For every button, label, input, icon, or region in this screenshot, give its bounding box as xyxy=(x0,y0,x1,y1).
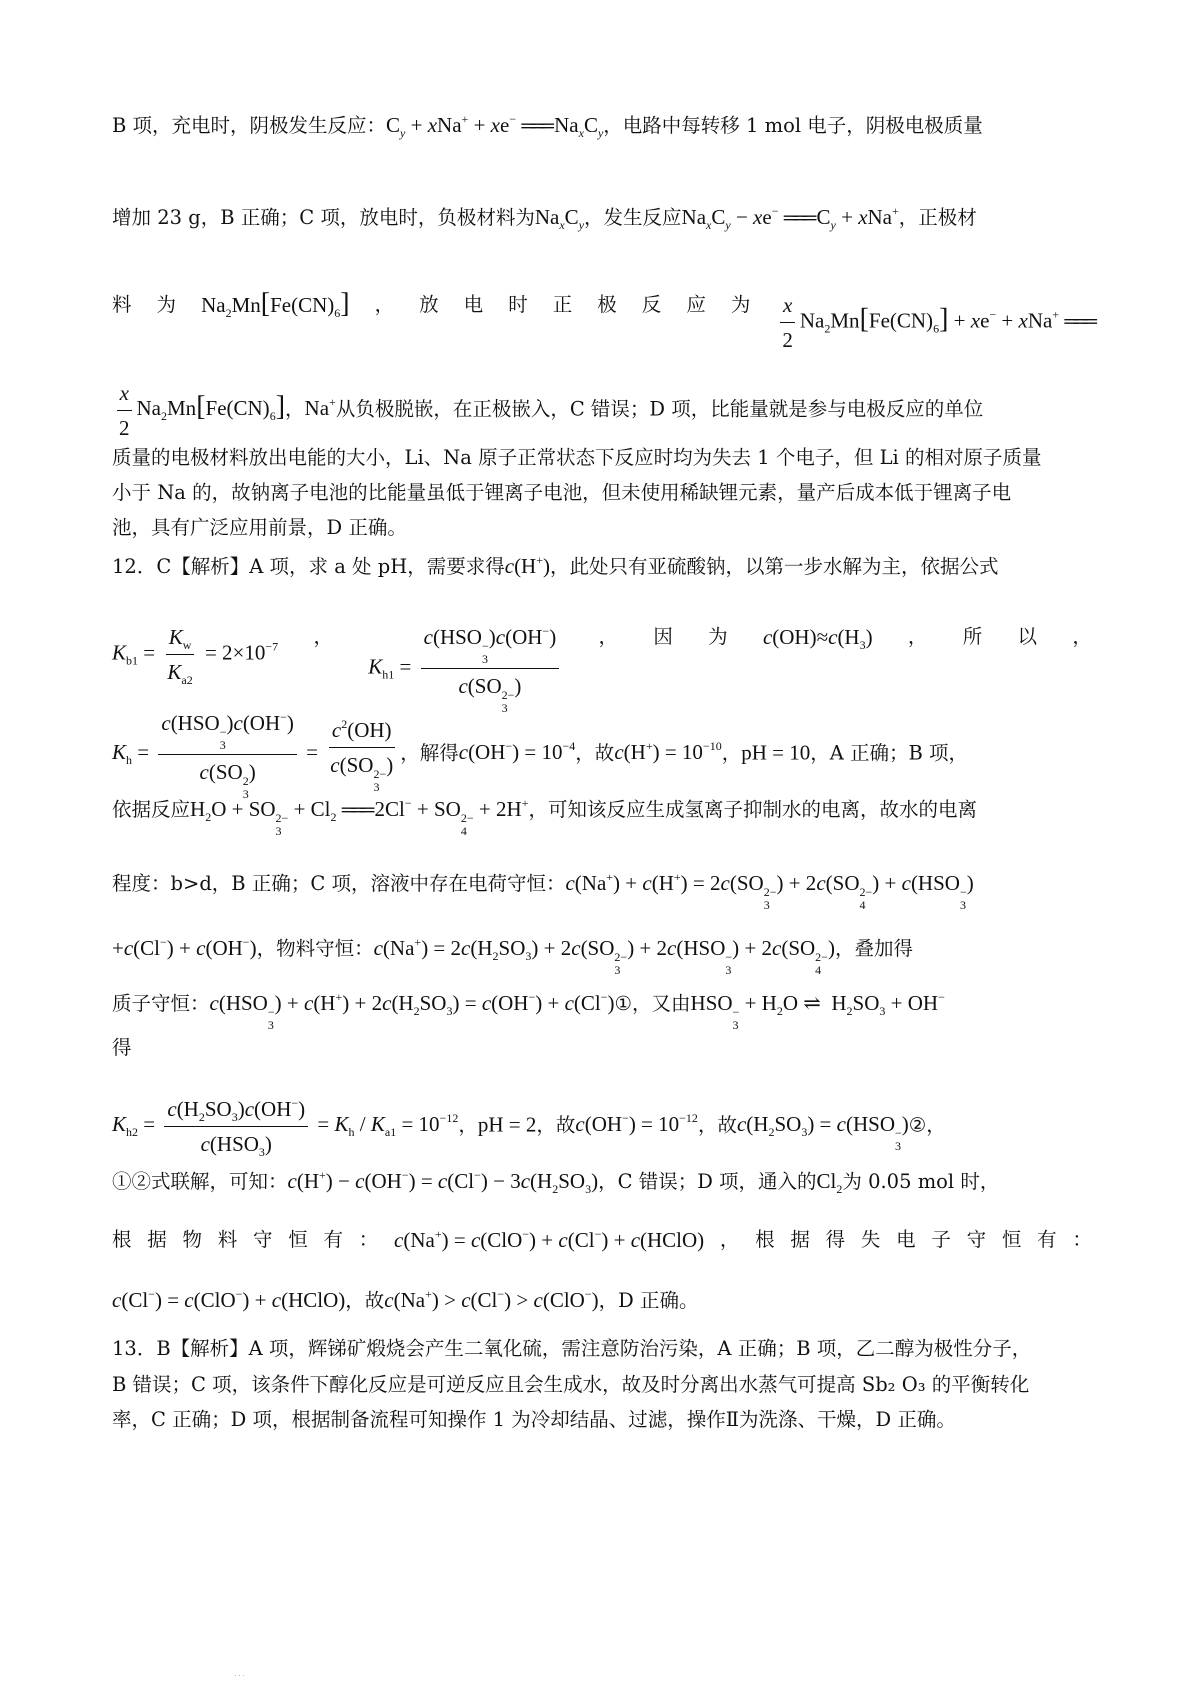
anode-material-formula: $Na_xC_y$ xyxy=(534,205,585,232)
text-segment: 极 xyxy=(597,293,617,316)
bisulfite-hydrolysis-equation: HSO − 3 + $H_2O$ ⇌ $H_2SO_3 + OH^-$ xyxy=(690,990,945,1032)
ph-result: pH = 10 xyxy=(741,740,811,765)
text-segment: 有 xyxy=(1037,1228,1057,1251)
q12-line-6 xyxy=(112,933,1092,977)
text-segment: 增加 23 g，B 正确；C 项，放电时，负极材料为 xyxy=(112,206,535,229)
q12-line-11 xyxy=(112,1225,1092,1255)
combined-result: $c(H^+) - c(OH^-) = c(Cl^-) - 3c(H_2SO_3)$ xyxy=(287,1168,599,1196)
text-segment: 为 xyxy=(156,293,177,316)
text-segment: 守 xyxy=(966,1228,987,1251)
sodium-ion-formula: Na+ xyxy=(304,395,336,421)
q12-line-3 xyxy=(112,708,1092,801)
text-segment: 以 xyxy=(1017,625,1038,648)
b-item-line-6: 小于 Na 的，故钠离子电池的比能量虽低于锂离子电池，但未使用稀缺锂元素，量产后成本低于锂离子电 xyxy=(112,481,1012,504)
concentration-order: c(Na+) > c(Cl−) > c(ClO−) xyxy=(384,1287,599,1312)
text-segment: 依据反应 xyxy=(112,798,191,821)
b-item-line-4 xyxy=(112,378,1092,443)
text-segment: ， xyxy=(907,625,928,648)
cathode-charge-equation: $C_y + xNa^+ + xe^-$ ═══ $Na_xC_y$ xyxy=(386,112,604,140)
text-segment: ，物料守恒： xyxy=(256,937,374,960)
text-segment: 应 xyxy=(686,293,706,316)
hydroxide-result: $c(OH^-) = 10^{-4}$ xyxy=(458,739,576,765)
text-segment: ， xyxy=(719,1228,740,1251)
text-segment: 有 xyxy=(323,1228,344,1251)
text-segment: 据 xyxy=(790,1228,810,1251)
b-item-line-5: 质量的电极材料放出电能的大小，Li、Na 原子正常状态下反应时均为失去 1 个电子，但 Li 的相对原子质量 xyxy=(112,446,1042,469)
text-segment: 电 xyxy=(463,293,484,316)
chlorine-sulfite-equation: $H_2O$ + SO 2− 3 + $Cl_2$ ═══ 2Cl− + SO 2− 4 + 2H+ xyxy=(190,796,529,838)
text-segment: 料 xyxy=(112,293,132,316)
text-segment: 为 0.05 mol 时， xyxy=(842,1170,1000,1193)
hydrogen-ion-conc: c(H+) xyxy=(504,553,551,578)
text-segment: ，发生反应 xyxy=(584,206,682,229)
anode-discharge-equation: $Na_xC_y - xe^-$ ═══ $C_y + xNa^+$ xyxy=(681,204,899,232)
text-segment: 放 xyxy=(419,293,439,316)
text-segment: 时 xyxy=(508,293,528,316)
text-segment: ①②式联解，可知： xyxy=(112,1170,288,1193)
text-segment: 所 xyxy=(962,625,983,648)
charge-conservation-left: c(Na+) + c(H+) = 2c(SO 2− 3 ) + 2c(SO 2− 4 ) + c(HSO − 3 ) xyxy=(565,870,974,912)
text-segment: ，正极材 xyxy=(898,206,977,229)
kh-formula: $K_h$ = c(HSO − 3 )c(OH−) c(SO 2 3 ) = $c^2(OH)$ c(SO 2− 3 ) xyxy=(112,710,394,801)
text-segment: 根 xyxy=(755,1228,775,1251)
text-segment: ①，又由 xyxy=(614,992,691,1015)
text-segment: ，解得 xyxy=(400,741,459,765)
text-segment: ，故 xyxy=(697,1113,737,1137)
q12-line-7 xyxy=(112,988,1092,1032)
ph-two: pH = 2 xyxy=(477,1112,537,1137)
text-segment: 从负极脱嵌，在正极嵌入，C 错误；D 项，比能量就是参与电极反应的单位 xyxy=(335,397,984,421)
footer-mark xyxy=(235,1661,249,1663)
text-segment: ， xyxy=(598,625,619,648)
chlorine-formula: $Cl_2$ xyxy=(816,1169,843,1196)
q13-line-3: 率，C 正确；D 项，根据制备流程可知操作 1 为冷却结晶、过滤，操作Ⅱ为洗涤、干燥，D 正确。 xyxy=(112,1408,956,1431)
text-segment: 料 xyxy=(217,1228,238,1251)
text-segment: 子 xyxy=(931,1228,951,1251)
mass-conservation: $c(Na^+) = 2c(H_2SO_3) + 2c(SO$ 2− 3 ) + 2c(HSO − 3 ) + 2c(SO 2− 4 ) xyxy=(373,935,835,977)
text-segment: 反 xyxy=(641,293,662,316)
kh2-formula: $K_{h2}$ = $\frac{c(H_2SO_3)c(OH^-)}{c(HSO_3)}$ = $K_h / K_{a1} = 10^{-12}$ xyxy=(112,1096,459,1159)
text-segment: ，此处只有亚硫酸钠，以第一步水解为主，依据公式 xyxy=(550,555,999,578)
text-segment: ，故 xyxy=(575,741,615,765)
q12-line-8: 得 xyxy=(112,1036,132,1059)
text-segment: ②， xyxy=(908,1113,946,1137)
charge-conservation-right: +c(Cl−) + c(OH−) xyxy=(112,935,257,960)
text-segment: 12．C【解析】A 项，求 a 处 pH，需要求得 xyxy=(112,555,505,578)
text-segment: 因 xyxy=(653,625,673,648)
text-segment: 据 xyxy=(147,1228,167,1251)
cathode-discharge-equation-left: $\frac{x}{2}$ $Na_2Mn[Fe(CN)_6] + xe^- + xNa^+$ ═══ xyxy=(775,290,1092,355)
b-item-line-1 xyxy=(112,110,1092,141)
text-segment: ， xyxy=(721,741,742,765)
text-segment: 物 xyxy=(182,1228,203,1251)
text-segment: ，A 正确；B 项， xyxy=(810,741,969,765)
text-segment: 恒 xyxy=(1001,1228,1022,1251)
q12-line-4 xyxy=(112,794,1092,838)
b-item-line-3 xyxy=(112,290,1092,355)
text-segment: ， xyxy=(1072,625,1092,648)
sulfurous-equals-bisulfite: $c(H_2SO_3) = c(HSO$ − 3 ) xyxy=(736,1112,909,1154)
q12-line-1 xyxy=(112,551,1092,582)
electron-balance: c(Cl−) = c(ClO−) + c(HClO) xyxy=(112,1287,346,1312)
q12-line-12 xyxy=(112,1285,1092,1316)
text-segment: ， xyxy=(285,397,305,421)
text-segment: 为 xyxy=(730,293,751,316)
text-segment: ， xyxy=(313,625,333,648)
text-segment: 为 xyxy=(708,625,728,648)
q12-line-9 xyxy=(112,1094,1092,1159)
hydroxide-small: $c(OH^-) = 10^{-12}$ xyxy=(575,1111,698,1137)
text-segment: ： xyxy=(358,1228,379,1251)
sodium-mass-balance: c(Na+) = c(ClO−) + c(Cl−) + c(HClO) xyxy=(394,1227,705,1252)
q13-line-1: 13．B【解析】A 项，辉锑矿煅烧会产生二氧化硫，需注意防治污染，A 正确；B 项，乙二醇为极性分子， xyxy=(112,1337,1032,1360)
text-segment: ，可知该反应生成氢离子抑制水的电离，故水的电离 xyxy=(528,798,977,821)
q12-line-5 xyxy=(112,868,1092,912)
text-segment: ，故 xyxy=(345,1289,385,1312)
b-item-line-7: 池，具有广泛应用前景，D 正确。 xyxy=(112,516,407,539)
approximation-formula: $c(OH)\approx c(H_3)$ xyxy=(762,625,873,652)
text-segment: 质子守恒： xyxy=(112,992,210,1015)
text-segment: 失 xyxy=(860,1228,881,1251)
text-segment: B 项，充电时，阴极发生反应： xyxy=(112,114,387,137)
cathode-material-formula: $Na_2Mn[Fe(CN)_6]$ xyxy=(201,288,350,320)
text-segment: 电 xyxy=(896,1228,916,1251)
text-segment: ， xyxy=(374,293,395,316)
kb1-formula: $K_{b1}$ = $\frac{K_w}{K_{a2}}$ = $2\times 10^{-7}$ xyxy=(112,622,278,715)
b-item-line-2 xyxy=(112,202,1092,233)
cathode-discharge-equation-right: $\frac{x}{2}$ $Na_2Mn[Fe(CN)_6]$ xyxy=(112,396,285,420)
text-segment: ： xyxy=(1072,1228,1092,1251)
text-segment: ，电路中每转移 1 mol 电子，阴极电极质量 xyxy=(603,114,983,137)
text-segment: ， xyxy=(458,1113,478,1137)
proton-conservation: c(HSO − 3 ) + $c(H^+) + 2c(H_2SO_3) = c(OH^-) + c(Cl^-)$ xyxy=(209,990,615,1032)
text-segment: ，C 错误；D 项，通入的 xyxy=(598,1170,817,1193)
text-segment: ，故 xyxy=(536,1113,576,1137)
kh1-formula: $K_{h1}$ = c(HSO − 3 )c(OH−) c(SO 2− 3 ) xyxy=(368,622,563,715)
text-segment: ，D 正确。 xyxy=(598,1289,699,1312)
text-segment: 守 xyxy=(253,1228,273,1251)
q12-line-10 xyxy=(112,1166,1092,1197)
text-segment: ，叠加得 xyxy=(834,937,913,960)
q13-line-2: B 错误；C 项，该条件下醇化反应是可逆反应且会生成水，故及时分离出水蒸气可提高 Sb₂ O₃ 的平衡转化 xyxy=(112,1373,1030,1396)
text-segment: 恒 xyxy=(288,1228,308,1251)
q12-line-2 xyxy=(112,622,1092,715)
text-segment: 正 xyxy=(552,293,573,316)
text-segment: 得 xyxy=(825,1228,846,1251)
text-segment: 程度：b>d，B 正确；C 项，溶液中存在电荷守恒： xyxy=(112,872,566,895)
hydrogen-result: $c(H^+) = 10^{-10}$ xyxy=(614,739,722,765)
text-segment: 根 xyxy=(112,1228,132,1251)
